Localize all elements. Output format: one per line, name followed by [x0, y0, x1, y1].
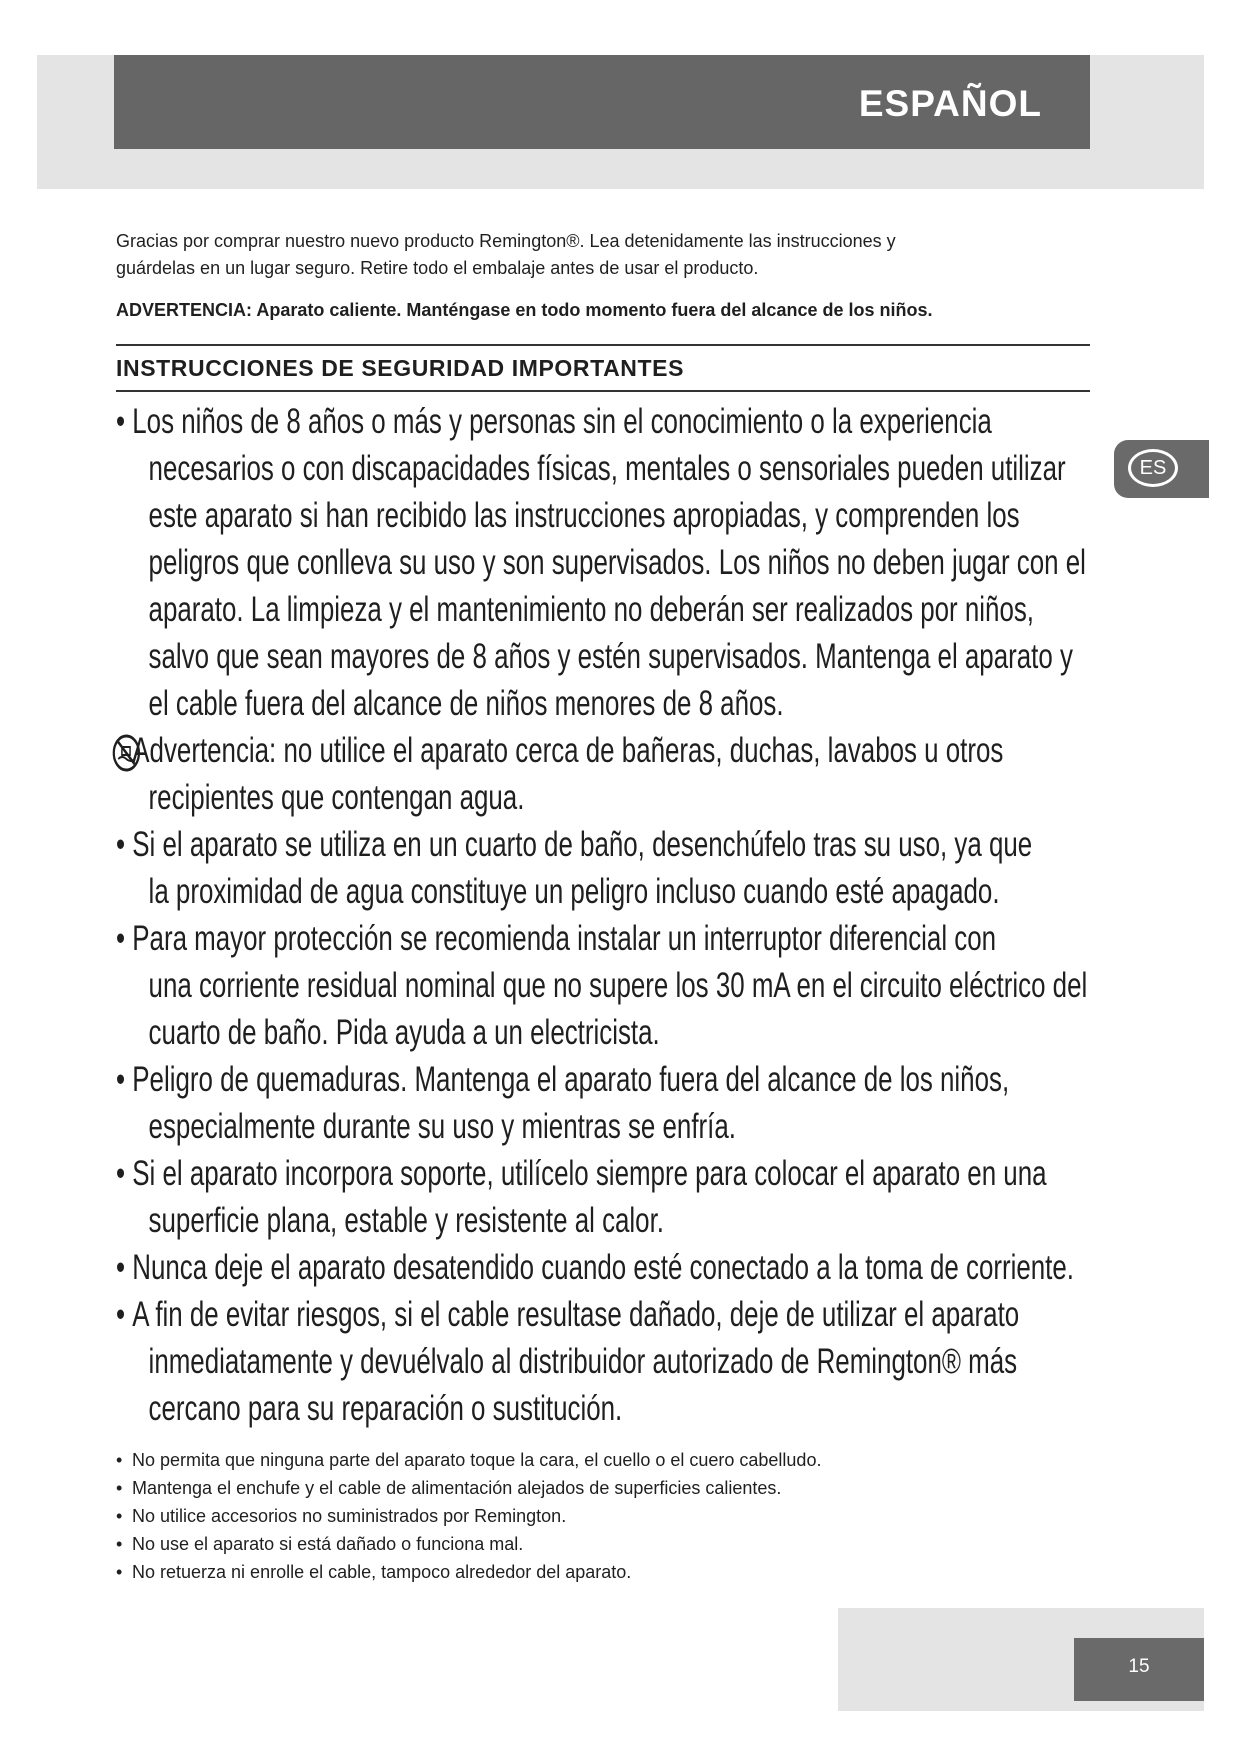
- list-item: • No retuerza ni enrolle el cable, tampoco alrededor del aparato.: [116, 1562, 632, 1582]
- page-content: [116, 228, 1090, 1586]
- list-item-warning: Advertencia: no utilice el aparato cerca de bañeras, duchas, lavabos u otros recipientes que contengan agua.: [116, 727, 1093, 821]
- list-item: • Peligro de quemaduras. Mantenga el aparato fuera del alcance de los niños, especialmente durante su uso y mientras se enfría.: [116, 1060, 1010, 1146]
- no-water-warning-icon: [112, 733, 142, 773]
- page-number: 15: [1128, 1656, 1150, 1677]
- additional-instructions-list: [116, 1446, 1090, 1586]
- language-title: ESPAÑOL: [858, 83, 1042, 124]
- page-number-box: [1074, 1638, 1204, 1701]
- list-item: • Nunca deje el aparato desatendido cuando esté conectado a la toma de corriente.: [116, 1248, 1074, 1287]
- language-side-tab: [1114, 440, 1209, 498]
- list-item: • Mantenga el enchufe y el cable de alimentación alejados de superficies calientes.: [116, 1478, 782, 1498]
- intro-line-1: Gracias por comprar nuestro nuevo producto Remington®. Lea detenidamente las instrucciones y: [116, 231, 896, 251]
- section-title: INSTRUCCIONES DE SEGURIDAD IMPORTANTES: [116, 355, 685, 381]
- intro-text: [116, 228, 1090, 282]
- list-item: • No use el aparato si está dañado o funciona mal.: [116, 1534, 524, 1554]
- language-header: [114, 55, 1090, 149]
- list-item: • Si el aparato se utiliza en un cuarto de baño, desenchúfelo tras su uso, ya que la proximidad de agua constituye un peligro incluso cuando esté apagado.: [116, 825, 1033, 911]
- list-item: • Los niños de 8 años o más y personas sin el conocimiento o la experiencia necesarios o con discapacidades físicas, mentales o sensoriales pueden utilizar este aparato si han recibido las instrucciones apropiadas, y comprenden los peligros que conlleva su uso y son supervisados. Los niños no deben jugar con el aparato. La limpieza y el mantenimiento no deberán ser realizados por niños, salvo que sean mayores de 8 años y estén supervisados. Mantenga el aparato y el cable fuera del alcance de niños menores de 8 años.: [116, 398, 1093, 727]
- bullet: •: [116, 402, 126, 441]
- intro-line-2: guárdelas en un lugar seguro. Retire todo el embalaje antes de usar el producto.: [116, 258, 759, 278]
- list-item: • No permita que ninguna parte del aparato toque la cara, el cuello o el cuero cabelludo.: [116, 1450, 822, 1470]
- list-item: • A fin de evitar riesgos, si el cable resultase dañado, deje de utilizar el aparato inmediatamente y devuélvalo al distribuidor autorizado de Remington® más cercano para su reparación o sustitución.: [116, 1295, 1020, 1428]
- list-item: • No utilice accesorios no suministrados por Remington.: [116, 1506, 567, 1526]
- list-item: • Para mayor protección se recomienda instalar un interruptor diferencial con una corriente residual nominal que no supere los 30 mA en el circuito eléctrico del cuarto de baño. Pida ayuda a un electricista.: [116, 919, 1088, 1052]
- list-item: • Si el aparato incorpora soporte, utilícelo siempre para colocar el aparato en una superficie plana, estable y resistente al calor.: [116, 1154, 1047, 1240]
- safety-instructions-list: [116, 398, 1090, 1432]
- language-code-badge: ES: [1128, 449, 1178, 487]
- section-rule-bottom: [116, 390, 1090, 392]
- hot-appliance-warning: ADVERTENCIA: Aparato caliente. Manténgase en todo momento fuera del alcance de los niños.: [116, 300, 933, 320]
